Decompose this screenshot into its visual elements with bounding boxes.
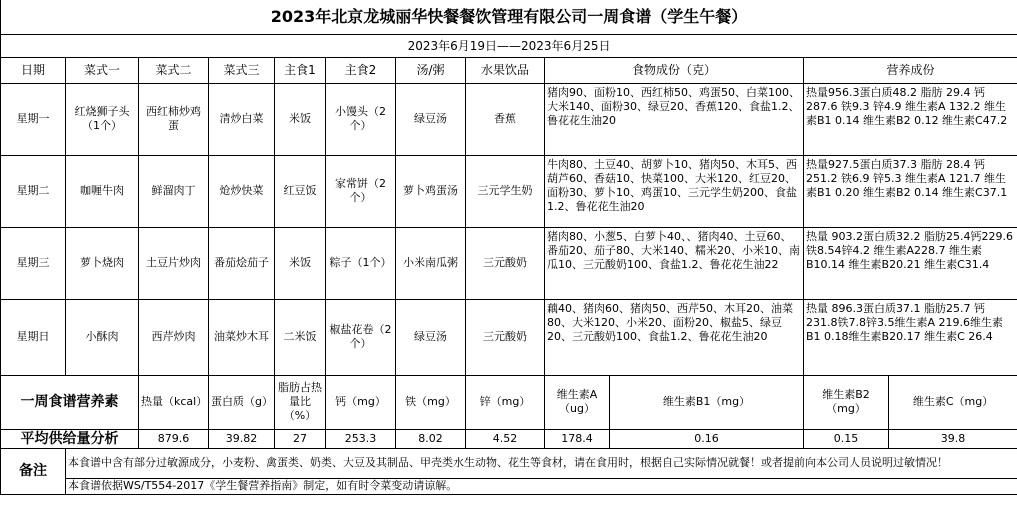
header-fruit: 水果饮品 xyxy=(466,57,545,83)
weekly-header: 蛋白质（g） xyxy=(209,375,275,429)
weekly-header: 维生素B1（mg） xyxy=(610,375,804,429)
ingredients-cell: 牛肉80、土豆40、胡萝卜10、猪肉50、木耳5、西葫芦60、香菇10、快菜100、大米120、红豆20、面粉30、萝卜10、鸡蛋10、三元学生奶200、食盐1.2、鲁花花生油20 xyxy=(545,155,804,227)
dish2-cell: 西芹炒肉 xyxy=(139,299,209,375)
staple1-cell: 米饭 xyxy=(275,83,326,155)
dish1-cell: 咖喱牛肉 xyxy=(66,155,139,227)
weekly-header: 维生素C（mg） xyxy=(889,375,1017,429)
weekly-header: 锌（mg） xyxy=(466,375,545,429)
table-row xyxy=(1,83,1017,155)
header-day: 日期 xyxy=(1,57,66,83)
page-title: 2023年北京龙城丽华快餐餐饮管理有限公司一周食谱（学生午餐） xyxy=(1,0,1017,34)
remarks-allergen: 本食谱中含有部分过敏源成分，小麦粉、禽蛋类、奶类、大豆及其制品、甲壳类水生动物、花生等食材，请在食用时，根据自己实际情况就餐！或者提前向本公司人员说明过敏情况！ xyxy=(66,448,1017,478)
header-ingredients: 食物成份（克） xyxy=(545,57,804,83)
fruit-cell: 三元酸奶 xyxy=(466,227,545,299)
table-row xyxy=(1,155,1017,227)
date-range: 2023年6月19日——2023年6月25日 xyxy=(1,34,1017,57)
dish3-cell: 油菜炒木耳 xyxy=(209,299,275,375)
dish3-cell: 炝炒快菜 xyxy=(209,155,275,227)
header-soup: 汤/粥 xyxy=(396,57,466,83)
weekly-header: 热量（kcal） xyxy=(139,375,209,429)
header-dish1: 菜式一 xyxy=(66,57,139,83)
ingredients-cell: 猪肉80、小葱5、白萝卜40、、猪肉40、土豆60、番茄20、茄子80、大米140、糯米20、小米10、南瓜10、三元酸奶100、食盐1.2、鲁花花生油22 xyxy=(545,227,804,299)
day-cell: 星期一 xyxy=(1,83,66,155)
ingredients-cell: 藕40、猪肉60、猪肉50、西芹50、木耳20、油菜80、大米120、小米20、面粉20、椒盐5、绿豆20、三元酸奶100、食盐1.2、鲁花花生油20 xyxy=(545,299,804,375)
header-row xyxy=(1,57,1017,83)
dish1-cell: 红烧狮子头（1个） xyxy=(66,83,139,155)
weekly-header: 维生素A（ug） xyxy=(545,375,610,429)
nutrition-cell: 热量956.3蛋白质48.2 脂肪 29.4 钙287.6 铁9.3 锌4.9 维生素A 132.2 维生素B1 0.14 维生素B2 0.12 维生素C47.2 xyxy=(804,83,1017,155)
table-row xyxy=(1,299,1017,375)
soup-cell: 萝卜鸡蛋汤 xyxy=(396,155,466,227)
weekly-header-row xyxy=(1,375,1017,429)
staple2-cell: 小馒头（2个） xyxy=(326,83,396,155)
weekly-label: 一周食谱营养素 xyxy=(1,375,139,429)
header-dish2: 菜式二 xyxy=(139,57,209,83)
staple1-cell: 二米饭 xyxy=(275,299,326,375)
staple1-cell: 米饭 xyxy=(275,227,326,299)
weekly-header: 钙（mg） xyxy=(326,375,396,429)
nutrition-cell: 热量927.5蛋白质37.3 脂肪 28.4 钙251.2 铁6.9 锌5.3 维生素A 121.7 维生素B1 0.20 维生素B2 0.14 维生素C37.1 xyxy=(804,155,1017,227)
header-staple2: 主食2 xyxy=(326,57,396,83)
weekly-value: 39.8 xyxy=(889,429,1017,448)
staple2-cell: 家常饼（2个） xyxy=(326,155,396,227)
dish1-cell: 小酥肉 xyxy=(66,299,139,375)
nutrition-cell: 热量 896.3蛋白质37.1 脂肪25.7 钙231.8铁7.8锌3.5维生素A 219.6维生素B1 0.18维生素B20.17 维生素C 26.4 xyxy=(804,299,1017,375)
soup-cell: 绿豆汤 xyxy=(396,83,466,155)
weekly-value: 0.15 xyxy=(804,429,889,448)
avg-label: 平均供给量分析 xyxy=(1,429,139,448)
ingredients-cell: 猪肉90、面粉10、西红柿50、鸡蛋50、白菜100、大米140、面粉30、绿豆20、香蕉120、食盐1.2、鲁花花生油20 xyxy=(545,83,804,155)
header-nutrition: 营养成份 xyxy=(804,57,1017,83)
nutrition-cell: 热量 903.2蛋白质32.2 脂肪25.4钙229.6铁8.54锌4.2 维生素A228.7 维生素B10.14 维生素B20.21 维生素C31.4 xyxy=(804,227,1017,299)
staple2-cell: 粽子（1个） xyxy=(326,227,396,299)
fruit-cell: 三元学生奶 xyxy=(466,155,545,227)
table-row xyxy=(1,227,1017,299)
remarks-standard: 本食谱依据WS/T554-2017《学生餐营养指南》制定，如有时令菜变动请谅解。 xyxy=(66,478,1017,494)
header-dish3: 菜式三 xyxy=(209,57,275,83)
dish2-cell: 鲜溜肉丁 xyxy=(139,155,209,227)
weekly-value: 178.4 xyxy=(545,429,610,448)
weekly-header: 铁（mg） xyxy=(396,375,466,429)
weekly-value: 8.02 xyxy=(396,429,466,448)
weekly-value: 4.52 xyxy=(466,429,545,448)
weekly-value: 253.3 xyxy=(326,429,396,448)
day-cell: 星期三 xyxy=(1,227,66,299)
dish3-cell: 番茄烩茄子 xyxy=(209,227,275,299)
remarks-row xyxy=(1,448,1017,478)
soup-cell: 绿豆汤 xyxy=(396,299,466,375)
soup-cell: 小米南瓜粥 xyxy=(396,227,466,299)
header-staple1: 主食1 xyxy=(275,57,326,83)
dish2-cell: 西红柿炒鸡蛋 xyxy=(139,83,209,155)
day-cell: 星期二 xyxy=(1,155,66,227)
dish1-cell: 萝卜烧肉 xyxy=(66,227,139,299)
weekly-values-row xyxy=(1,429,1017,448)
weekly-value: 0.16 xyxy=(610,429,804,448)
weekly-value: 879.6 xyxy=(139,429,209,448)
remarks-label: 备注 xyxy=(1,448,66,494)
remarks-row xyxy=(1,478,1017,494)
dish2-cell: 土豆片炒肉 xyxy=(139,227,209,299)
staple1-cell: 红豆饭 xyxy=(275,155,326,227)
day-cell: 星期日 xyxy=(1,299,66,375)
weekly-value: 39.82 xyxy=(209,429,275,448)
weekly-value: 27 xyxy=(275,429,326,448)
fruit-cell: 三元酸奶 xyxy=(466,299,545,375)
staple2-cell: 椒盐花卷（2个） xyxy=(326,299,396,375)
weekly-header: 维生素B2（mg） xyxy=(804,375,889,429)
dish3-cell: 清炒白菜 xyxy=(209,83,275,155)
weekly-header: 脂肪占热量比（%） xyxy=(275,375,326,429)
fruit-cell: 香蕉 xyxy=(466,83,545,155)
